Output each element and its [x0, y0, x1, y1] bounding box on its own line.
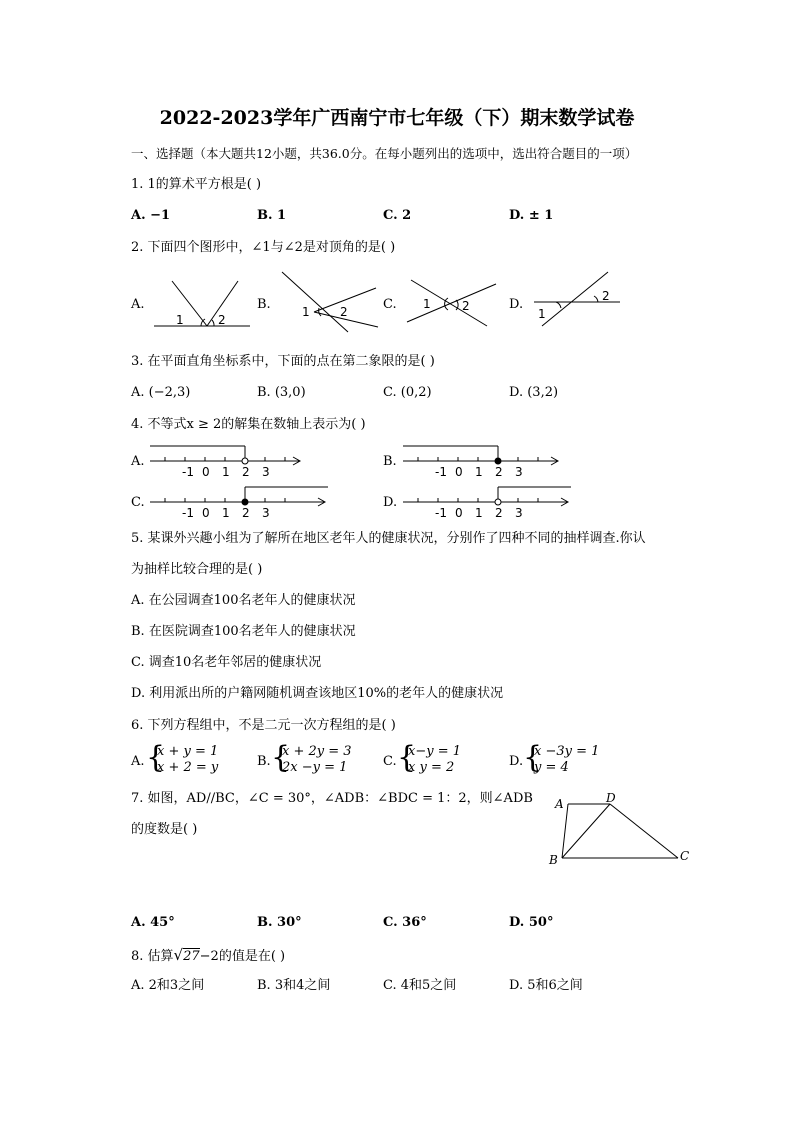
- number-line-tick-label: 0: [202, 465, 210, 479]
- q6a-eq2: x + 2 = y: [157, 760, 219, 775]
- q3-option-d[interactable]: D. (3,2): [509, 385, 559, 400]
- number-line-tick-label: 3: [262, 465, 270, 479]
- q6b-brace: {: [271, 740, 291, 775]
- q7-point-b: B: [549, 853, 558, 867]
- sqrt-icon: √: [173, 946, 184, 964]
- q8-stem-prefix: 8. 估算: [131, 949, 174, 964]
- q8-option-d[interactable]: D. 5和6之间: [509, 978, 583, 993]
- q6a-brace: {: [146, 740, 166, 775]
- number-line-tick-label: 0: [202, 506, 210, 520]
- q2a-label-2: 2: [218, 313, 226, 327]
- q7-point-d: D: [606, 791, 616, 805]
- q2-figure-d: [530, 270, 625, 330]
- q6c-eq1: x−y = 1: [408, 744, 461, 759]
- q6d-eq2: y = 4: [534, 760, 569, 775]
- number-line-tick-label: 0: [455, 465, 463, 479]
- section-heading: 一、选择题（本大题共12小题，共36.0分。在每小题列出的选项中，选出符合题目的一项）: [131, 146, 638, 161]
- q6-option-d[interactable]: D.: [509, 754, 524, 769]
- q7-option-b[interactable]: B. 30°: [257, 915, 302, 930]
- q3-option-b[interactable]: B. (3,0): [257, 385, 306, 400]
- q4-number-line-c: [150, 484, 330, 520]
- q1-option-b[interactable]: B. 1: [257, 208, 287, 223]
- q2-option-a[interactable]: A.: [131, 297, 145, 312]
- q8-option-c[interactable]: C. 4和5之间: [383, 978, 457, 993]
- q6-option-c[interactable]: C.: [383, 754, 397, 769]
- q2d-label-2: 2: [602, 289, 610, 303]
- q8-stem-suffix: −2的值是在( ): [199, 949, 286, 964]
- open-point-icon: [242, 458, 248, 464]
- number-line-tick-label: 3: [515, 465, 523, 479]
- q4-option-c[interactable]: C.: [131, 495, 145, 510]
- q6-option-a[interactable]: A.: [131, 754, 145, 769]
- question-8-stem: [131, 947, 285, 965]
- q4-option-d[interactable]: D.: [383, 495, 398, 510]
- number-line-tick-label: 2: [495, 465, 503, 479]
- q4-option-a[interactable]: A.: [131, 454, 145, 469]
- number-line-tick-label: 1: [222, 506, 230, 520]
- number-line-tick-label: -1: [182, 506, 194, 520]
- q5-option-c[interactable]: C. 调查10名老年邻居的健康状况: [131, 655, 322, 670]
- question-2-stem: 2. 下面四个图形中，∠1与∠2是对顶角的是( ): [131, 240, 396, 255]
- q4-number-line-a: [150, 443, 305, 479]
- number-line-tick-label: 1: [475, 465, 483, 479]
- q8-option-a[interactable]: A. 2和3之间: [131, 978, 205, 993]
- q1-option-a[interactable]: A. −1: [131, 208, 171, 223]
- q2-figure-c: [405, 274, 500, 329]
- q3-option-c[interactable]: C. (0,2): [383, 385, 432, 400]
- question-3-stem: 3. 在平面直角坐标系中，下面的点在第二象限的是( ): [131, 354, 435, 369]
- q2-figure-b: [278, 270, 383, 335]
- number-line-tick-label: 1: [475, 506, 483, 520]
- number-line-tick-label: 3: [515, 506, 523, 520]
- question-7-stem-line1: 7. 如图，AD//BC，∠C = 30°，∠ADB：∠BDC = 1：2，则∠ADB: [131, 791, 533, 806]
- question-6-stem: 6. 下列方程组中，不是二元一次方程组的是( ): [131, 718, 396, 733]
- number-line-tick-label: 1: [222, 465, 230, 479]
- number-line-tick-label: 0: [455, 506, 463, 520]
- q2-figure-a: [150, 276, 255, 331]
- q1-option-d[interactable]: D. ± 1: [509, 208, 554, 223]
- q5-option-a[interactable]: A. 在公园调查100名老年人的健康状况: [131, 593, 356, 608]
- q4-number-line-d: [403, 484, 573, 520]
- q5-option-b[interactable]: B. 在医院调查100名老年人的健康状况: [131, 624, 356, 639]
- q2c-label-1: 1: [423, 297, 431, 311]
- number-line-tick-label: 2: [242, 506, 250, 520]
- q7-option-c[interactable]: C. 36°: [383, 915, 427, 930]
- q1-option-c[interactable]: C. 2: [383, 208, 412, 223]
- number-line-tick-label: 2: [495, 506, 503, 520]
- q6a-eq1: x + y = 1: [157, 744, 219, 759]
- q6d-eq1: x −3y = 1: [534, 744, 600, 759]
- q6b-eq2: 2x −y = 1: [282, 760, 348, 775]
- q7-point-a: A: [555, 797, 564, 811]
- q2d-label-1: 1: [538, 307, 546, 321]
- number-line-tick-label: -1: [182, 465, 194, 479]
- q6b-eq1: x + 2y = 3: [282, 744, 352, 759]
- q7-point-c: C: [680, 849, 690, 863]
- q8-option-b[interactable]: B. 3和4之间: [257, 978, 331, 993]
- q4-number-line-b: [403, 443, 563, 479]
- q6c-brace: {: [397, 740, 417, 775]
- q2b-label-2: 2: [340, 305, 348, 319]
- q5-option-d[interactable]: D. 利用派出所的户籍网随机调查该地区10%的老年人的健康状况: [131, 686, 504, 701]
- q2-option-d[interactable]: D.: [509, 297, 524, 312]
- q2-option-c[interactable]: C.: [383, 297, 397, 312]
- number-line-tick-label: -1: [435, 506, 447, 520]
- q2a-label-1: 1: [176, 313, 184, 327]
- q6d-brace: {: [523, 740, 543, 775]
- q7-figure: [548, 790, 698, 870]
- number-line-tick-label: 3: [262, 506, 270, 520]
- question-1-stem: 1. 1的算术平方根是( ): [131, 177, 262, 192]
- q2b-label-1: 1: [302, 305, 310, 319]
- number-line-tick-label: 2: [242, 465, 250, 479]
- page-title: 2022-2023学年广西南宁市七年级（下）期末数学试卷: [159, 107, 635, 129]
- q7-option-a[interactable]: A. 45°: [131, 915, 175, 930]
- q6-option-b[interactable]: B.: [257, 754, 271, 769]
- question-7-stem-line2: 的度数是( ): [131, 822, 198, 837]
- q6c-eq2: x y = 2: [408, 760, 455, 775]
- closed-point-icon: [495, 458, 501, 464]
- q4-option-b[interactable]: B.: [383, 454, 397, 469]
- q2-option-b[interactable]: B.: [257, 297, 271, 312]
- q7-option-d[interactable]: D. 50°: [509, 915, 554, 930]
- closed-point-icon: [242, 499, 248, 505]
- q8-radicand: 27: [183, 949, 200, 964]
- question-5-stem-line1: 5. 某课外兴趣小组为了解所在地区老年人的健康状况，分别作了四种不同的抽样调查.你认: [131, 531, 646, 546]
- open-point-icon: [495, 499, 501, 505]
- question-5-stem-line2: 为抽样比较合理的是( ): [131, 562, 263, 577]
- question-4-stem: 4. 不等式x ≥ 2的解集在数轴上表示为( ): [131, 417, 366, 432]
- q2c-label-2: 2: [462, 299, 470, 313]
- q3-option-a[interactable]: A. (−2,3): [131, 385, 191, 400]
- number-line-tick-label: -1: [435, 465, 447, 479]
